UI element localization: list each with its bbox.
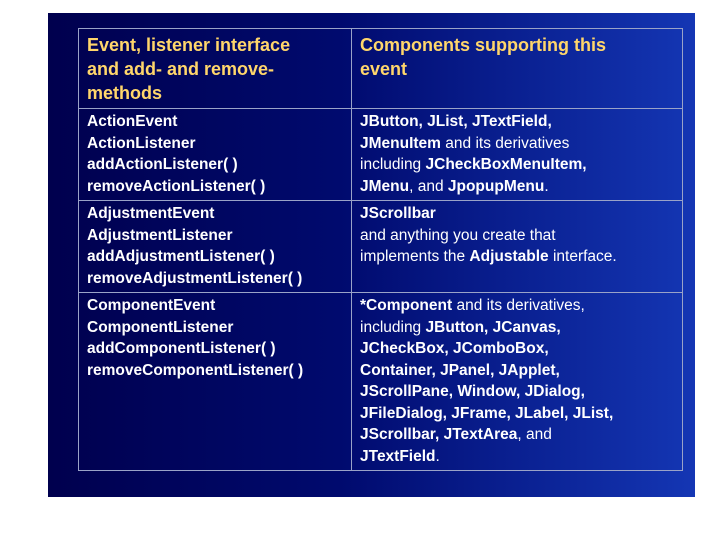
table-row — [79, 109, 683, 201]
event-cell — [79, 293, 352, 471]
text-run: JMenu — [360, 177, 410, 195]
text-run: JTextField — [360, 447, 436, 465]
text-run: JScrollPane, Window, JDialog, — [360, 383, 585, 400]
table-row — [79, 293, 683, 471]
components-line — [360, 111, 674, 133]
event-line: ActionListener — [87, 134, 196, 152]
components-line — [360, 424, 674, 446]
text-run: including — [360, 156, 426, 173]
text-run: including — [360, 318, 426, 336]
text-run: and its derivatives, — [452, 297, 585, 314]
text-run: Adjustable — [469, 248, 549, 265]
components-line — [360, 446, 674, 468]
header-line: and add- and remove- — [87, 59, 275, 79]
text-run: JMenuItem — [360, 134, 441, 152]
components-line — [360, 381, 674, 403]
event-line: removeComponentListener( ) — [87, 361, 304, 379]
components-line — [360, 295, 674, 317]
event-line: ActionEvent — [87, 113, 178, 130]
header-line: Components supporting this — [360, 35, 606, 55]
components-line — [360, 176, 674, 198]
text-run: Container, JPanel, JApplet, — [360, 361, 560, 379]
header-line: Event, listener interface — [87, 35, 291, 55]
header-line: methods — [87, 83, 163, 103]
text-run: interface. — [548, 248, 617, 265]
components-line — [360, 225, 674, 247]
event-line: ComponentEvent — [87, 297, 216, 314]
table-row — [79, 201, 683, 293]
event-line: addAdjustmentListener( ) — [87, 248, 275, 265]
text-run: *Component — [360, 297, 453, 314]
text-run: JFileDialog, JFrame, JLabel, JList, — [360, 404, 614, 422]
event-cell — [79, 109, 352, 201]
event-line: removeAdjustmentListener( ) — [87, 269, 303, 287]
text-run: JButton, JCanvas, — [425, 318, 561, 336]
event-cell — [79, 201, 352, 293]
event-line: addActionListener( ) — [87, 156, 238, 173]
text-run: JScrollbar, JTextArea — [360, 426, 518, 443]
event-line: AdjustmentEvent — [87, 205, 215, 222]
components-line — [360, 338, 674, 360]
table-header-row — [79, 29, 683, 109]
components-line — [360, 154, 674, 176]
event-line: removeActionListener( ) — [87, 177, 266, 195]
text-run: implements the — [360, 248, 470, 265]
components-cell — [352, 293, 683, 471]
text-run: JpopupMenu — [447, 177, 545, 195]
components-line — [360, 133, 674, 155]
text-run: JCheckBoxMenuItem, — [425, 156, 587, 173]
components-line — [360, 246, 674, 268]
components-line — [360, 360, 674, 382]
event-line: addComponentListener( ) — [87, 340, 276, 357]
components-cell — [352, 201, 683, 293]
text-run: , and — [517, 426, 552, 443]
components-cell — [352, 109, 683, 201]
event-line: AdjustmentListener — [87, 226, 233, 244]
header-cell-event-listener — [79, 29, 352, 109]
event-line: ComponentListener — [87, 318, 234, 336]
text-run: . — [544, 177, 549, 195]
components-line — [360, 317, 674, 339]
event-listener-table — [78, 28, 683, 471]
text-run: JScrollbar — [360, 205, 436, 222]
components-line — [360, 403, 674, 425]
text-run: , and — [409, 177, 448, 195]
text-run: JButton, JList, JTextField, — [360, 113, 552, 130]
text-run: and anything you create that — [360, 226, 556, 244]
text-run: JCheckBox, JComboBox, — [360, 340, 549, 357]
text-run: . — [435, 447, 440, 465]
components-line — [360, 203, 674, 225]
header-cell-components — [352, 29, 683, 109]
text-run: and its derivatives — [440, 134, 570, 152]
header-line: event — [360, 59, 408, 79]
